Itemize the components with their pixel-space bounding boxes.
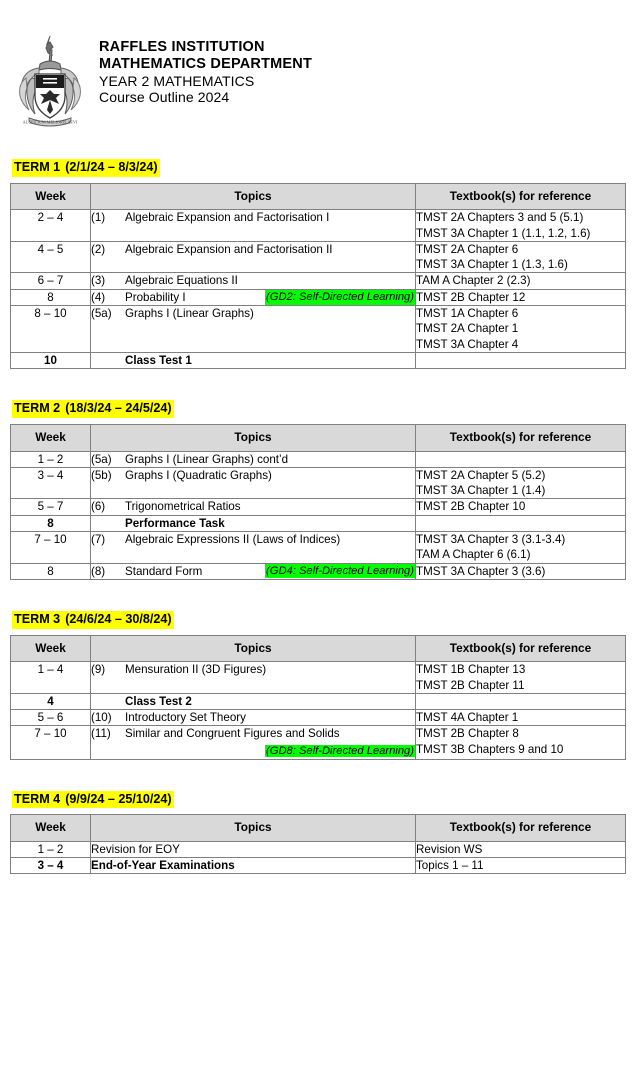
textbook-cell (416, 210, 626, 242)
topic-line (91, 710, 415, 725)
table-row (11, 515, 626, 531)
org-name-line1: RAFFLES INSTITUTION (99, 39, 265, 55)
topic-line (91, 564, 415, 579)
table-row (11, 710, 626, 726)
topic-line (91, 858, 415, 873)
table-row (11, 726, 626, 759)
topic-number: (8) (91, 564, 106, 578)
term-label: TERM 4 (14, 791, 61, 806)
week-column-header: Week (11, 425, 91, 452)
textbook-reference: TMST 2A Chapter 6 (416, 242, 519, 256)
textbook-cell (416, 563, 626, 579)
topic-number: (11) (91, 727, 111, 741)
textbook-reference: TMST 2B Chapter 11 (416, 678, 525, 692)
topic-title: Algebraic Expressions II (Laws of Indices) (125, 533, 341, 547)
textbooks-column-header: Textbook(s) for reference (416, 183, 626, 210)
textbook-cell (416, 841, 626, 857)
topic-cell (91, 467, 416, 499)
term-dates: (9/9/24 – 25/10/24) (65, 791, 172, 806)
textbook-cell (416, 241, 626, 273)
self-directed-learning-badge: (GD8: Self-Directed Learning) (266, 744, 414, 757)
topics-column-header: Topics (91, 815, 416, 842)
term-dates: (24/6/24 – 30/8/24) (65, 611, 172, 626)
table-header-row (11, 635, 626, 662)
topic-number: (6) (91, 500, 106, 514)
week-cell: 1 – 2 (11, 841, 91, 857)
textbook-cell (416, 352, 626, 368)
topic-line (91, 290, 415, 305)
topic-number: (1) (91, 211, 106, 225)
topic-cell (91, 532, 416, 564)
topic-cell (91, 858, 416, 874)
textbook-reference: Revision WS (416, 842, 483, 856)
topic-cell (91, 241, 416, 273)
table-row (11, 306, 626, 353)
svg-text:AUSPICIUM MELIORIS AEVI: AUSPICIUM MELIORIS AEVI (22, 119, 78, 125)
table-row (11, 241, 626, 273)
textbook-reference: TAM A Chapter 6 (6.1) (416, 548, 531, 562)
term-label: TERM 2 (14, 401, 61, 416)
textbook-reference: TMST 3A Chapter 1 (1.3, 1.6) (416, 258, 568, 272)
topic-line (91, 516, 415, 531)
topic-line (91, 242, 415, 257)
textbook-reference: TMST 3A Chapter 3 (3.6) (416, 564, 546, 578)
term-heading (12, 611, 174, 629)
textbook-reference: TMST 2B Chapter 8 (416, 727, 519, 741)
topic-title: Graphs I (Quadratic Graphs) (125, 468, 272, 482)
table-row (11, 451, 626, 467)
topic-cell (91, 451, 416, 467)
topic-line (91, 499, 415, 514)
textbook-cell (416, 693, 626, 709)
topic-title: Similar and Congruent Figures and Solids (125, 727, 340, 741)
textbook-cell (416, 273, 626, 289)
week-cell: 8 (11, 289, 91, 305)
term-heading (12, 791, 174, 809)
term-heading (12, 400, 174, 418)
textbook-reference: TMST 1A Chapter 6 (416, 307, 519, 321)
topic-number: (2) (91, 242, 106, 256)
sdl-badge-row (91, 743, 415, 759)
week-cell: 3 – 4 (11, 858, 91, 874)
week-cell: 5 – 6 (11, 710, 91, 726)
topic-title: Algebraic Expansion and Factorisation II (125, 242, 333, 256)
self-directed-learning-badge: (GD4: Self-Directed Learning) (266, 564, 414, 577)
week-cell: 4 (11, 693, 91, 709)
topic-title: End-of-Year Examinations (91, 859, 235, 873)
week-column-header: Week (11, 635, 91, 662)
topic-line (91, 353, 415, 368)
table-row (11, 467, 626, 499)
textbook-reference: TMST 2A Chapter 1 (416, 322, 519, 336)
week-cell: 6 – 7 (11, 273, 91, 289)
week-cell: 4 – 5 (11, 241, 91, 273)
term-block (10, 134, 627, 369)
textbook-reference: TMST 3B Chapters 9 and 10 (416, 742, 564, 756)
week-cell: 3 – 4 (11, 467, 91, 499)
topic-number: (5a) (91, 307, 112, 321)
week-cell: 10 (11, 352, 91, 368)
textbook-reference: TMST 2B Chapter 10 (416, 500, 526, 514)
topic-cell (91, 693, 416, 709)
topic-cell (91, 563, 416, 579)
term-table (10, 183, 626, 370)
term-heading (12, 159, 160, 177)
term-spacer (10, 134, 627, 158)
topic-number: (5b) (91, 468, 112, 482)
week-cell: 2 – 4 (11, 210, 91, 242)
textbook-cell (416, 515, 626, 531)
textbooks-column-header: Textbook(s) for reference (416, 425, 626, 452)
topic-number: (5a) (91, 452, 112, 466)
topic-title: Class Test 2 (125, 694, 192, 708)
term-spacer (10, 580, 627, 610)
topic-title: Class Test 1 (125, 353, 192, 367)
week-cell: 8 – 10 (11, 306, 91, 353)
table-header-row (11, 425, 626, 452)
term-label: TERM 3 (14, 611, 61, 626)
week-cell: 5 – 7 (11, 499, 91, 515)
topic-cell (91, 710, 416, 726)
textbook-cell (416, 499, 626, 515)
term-spacer (10, 760, 627, 790)
document-masthead (10, 0, 627, 134)
topic-number: (10) (91, 711, 112, 725)
topic-line (91, 468, 415, 483)
term-spacer (10, 369, 627, 399)
textbook-reference: Topics 1 – 11 (416, 859, 484, 873)
table-row (11, 563, 626, 579)
textbook-reference: TMST 4A Chapter 1 (416, 711, 519, 725)
term-label: TERM 1 (14, 160, 61, 174)
topic-number: (9) (91, 663, 106, 677)
textbook-reference: TMST 3A Chapter 3 (3.1-3.4) (416, 533, 566, 547)
org-name-line2: MATHEMATICS DEPARTMENT (99, 55, 313, 72)
topic-cell (91, 273, 416, 289)
textbook-cell (416, 451, 626, 467)
table-row (11, 289, 626, 305)
week-cell: 7 – 10 (11, 726, 91, 759)
topic-line (91, 842, 415, 857)
textbook-reference: TMST 3A Chapter 1 (1.1, 1.2, 1.6) (416, 226, 591, 240)
term-block (10, 369, 627, 580)
textbook-cell (416, 306, 626, 353)
topic-line (91, 726, 415, 741)
textbook-cell (416, 532, 626, 564)
topics-column-header: Topics (91, 183, 416, 210)
term-table (10, 814, 626, 874)
topic-cell (91, 289, 416, 305)
table-row (11, 273, 626, 289)
week-cell: 8 (11, 515, 91, 531)
topic-cell (91, 352, 416, 368)
table-row (11, 693, 626, 709)
textbook-reference: TMST 3A Chapter 4 (416, 337, 519, 351)
term-block (10, 580, 627, 760)
table-row (11, 858, 626, 874)
table-header-row (11, 183, 626, 210)
topic-title: Graphs I (Linear Graphs) cont’d (125, 452, 289, 466)
topic-title: Graphs I (Linear Graphs) (125, 307, 254, 321)
table-row (11, 210, 626, 242)
week-column-header: Week (11, 815, 91, 842)
week-cell: 8 (11, 563, 91, 579)
topic-cell (91, 841, 416, 857)
week-cell: 7 – 10 (11, 532, 91, 564)
textbook-reference: TMST 2B Chapter 12 (416, 290, 526, 304)
topic-number: (4) (91, 290, 106, 304)
week-column-header: Week (11, 183, 91, 210)
document-title: Course Outline 2024 (99, 89, 230, 106)
masthead-titles (99, 34, 312, 106)
topic-number: (7) (91, 533, 106, 547)
table-row (11, 532, 626, 564)
topic-line (91, 273, 415, 288)
textbook-reference: TMST 2A Chapter 5 (5.2) (416, 468, 546, 482)
topic-line (91, 694, 415, 709)
topic-title: Performance Task (125, 516, 225, 530)
textbooks-column-header: Textbook(s) for reference (416, 635, 626, 662)
topics-column-header: Topics (91, 635, 416, 662)
week-cell: 1 – 4 (11, 662, 91, 694)
topic-title: Algebraic Expansion and Factorisation I (125, 211, 330, 225)
topic-title: Trigonometrical Ratios (125, 500, 241, 514)
topic-title: Mensuration II (3D Figures) (125, 663, 267, 677)
subject-line: YEAR 2 MATHEMATICS (99, 72, 255, 89)
term-dates: (18/3/24 – 24/5/24) (65, 401, 172, 416)
terms-container (10, 134, 627, 874)
topic-cell (91, 210, 416, 242)
table-header-row (11, 815, 626, 842)
topic-cell (91, 515, 416, 531)
topic-title: Introductory Set Theory (125, 711, 246, 725)
table-row (11, 499, 626, 515)
table-row (11, 841, 626, 857)
week-cell: 1 – 2 (11, 451, 91, 467)
textbook-cell (416, 858, 626, 874)
textbook-cell (416, 467, 626, 499)
topic-title: Standard Form (125, 564, 203, 578)
topics-column-header: Topics (91, 425, 416, 452)
topic-title: Probability I (125, 290, 186, 304)
textbook-cell (416, 710, 626, 726)
textbooks-column-header: Textbook(s) for reference (416, 815, 626, 842)
self-directed-learning-badge: (GD2: Self-Directed Learning) (266, 290, 414, 303)
textbook-reference: TAM A Chapter 2 (2.3) (416, 274, 531, 288)
topic-line (91, 532, 415, 547)
table-row (11, 352, 626, 368)
topic-line (91, 662, 415, 677)
textbook-reference: TMST 2A Chapters 3 and 5 (5.1) (416, 211, 584, 225)
textbook-cell (416, 726, 626, 759)
textbook-cell (416, 289, 626, 305)
topic-line (91, 306, 415, 321)
textbook-cell (416, 662, 626, 694)
topic-cell (91, 726, 416, 759)
topic-cell (91, 306, 416, 353)
table-row (11, 662, 626, 694)
topic-line (91, 210, 415, 225)
topic-cell (91, 499, 416, 515)
textbook-reference: TMST 1B Chapter 13 (416, 663, 526, 677)
topic-cell (91, 662, 416, 694)
term-dates: (2/1/24 – 8/3/24) (65, 160, 158, 174)
term-block (10, 760, 627, 875)
topic-title: Algebraic Equations II (125, 274, 238, 288)
topic-title: Revision for EOY (91, 842, 180, 856)
term-table (10, 635, 626, 760)
textbook-reference: TMST 3A Chapter 1 (1.4) (416, 484, 546, 498)
raffles-institution-crest-icon (13, 34, 87, 130)
topic-line (91, 452, 415, 467)
term-table (10, 424, 626, 580)
topic-number: (3) (91, 274, 106, 288)
